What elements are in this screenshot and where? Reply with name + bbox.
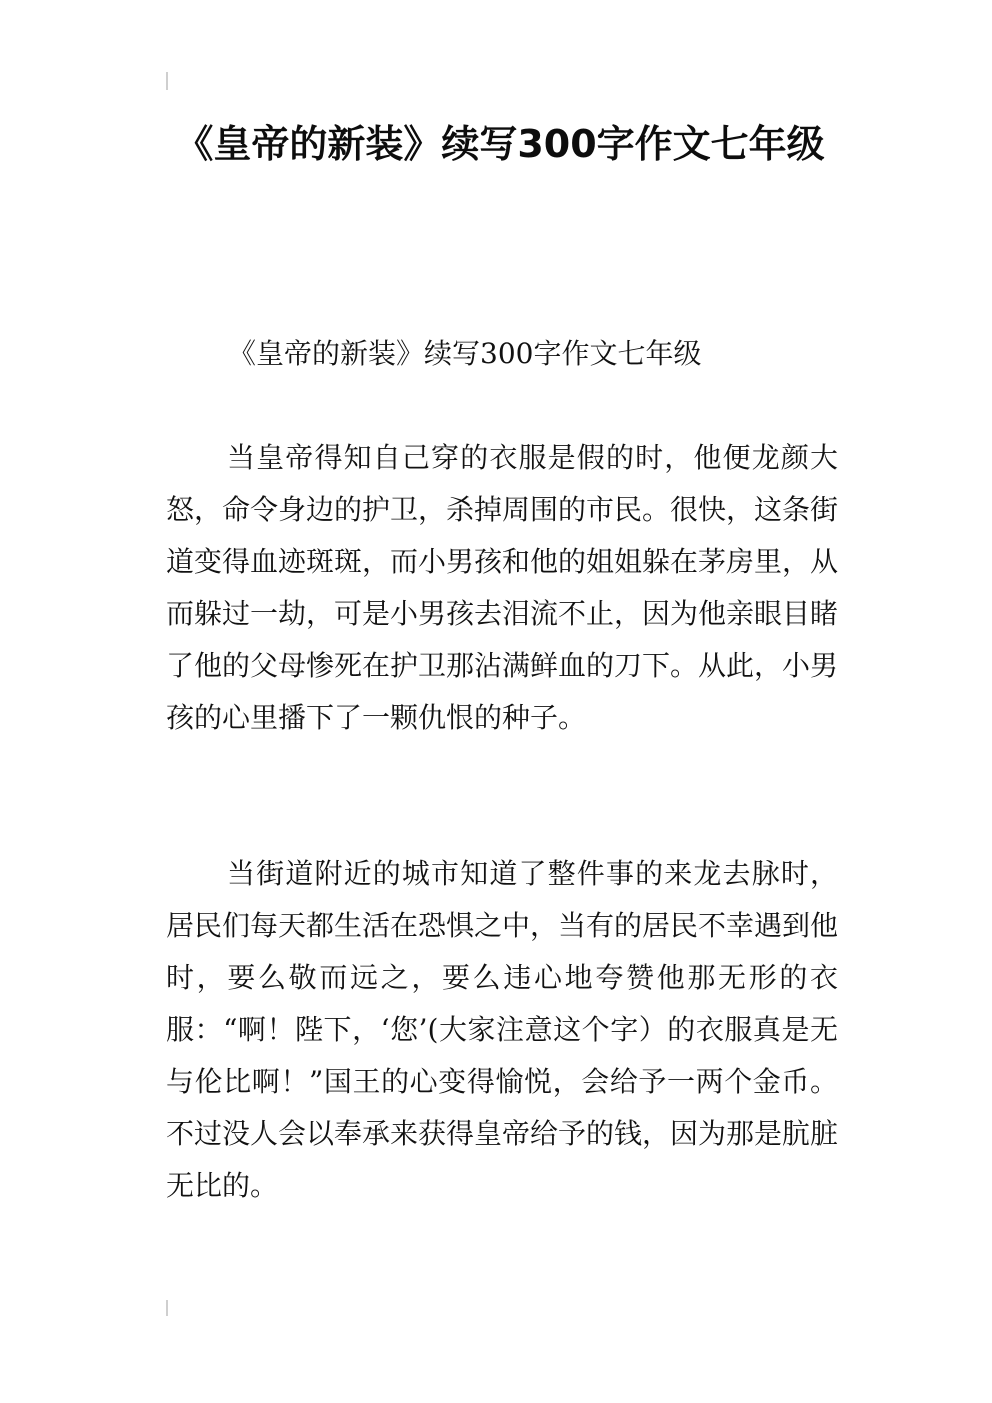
margin-mark-top (166, 72, 168, 90)
document-title: 《皇帝的新装》续写300字作文七年级 (175, 122, 825, 166)
paragraph-2: 当街道附近的城市知道了整件事的来龙去脉时，居民们每天都生活在恐惧之中，当有的居民不幸遇到他时，要么敬而远之，要么违心地夸赞他那无形的衣服：“啊！陛下，‘您’(大家注意这个字）的衣服真是无与伦比啊！”国王的心变得愉悦，会给予一两个金币。不过没人会以奉承来获得皇帝给予的钱，因为那是肮脏无比的。 (166, 857, 839, 1202)
margin-mark-bottom (166, 1300, 168, 1316)
document-subtitle: 《皇帝的新装》续写300字作文七年级 (228, 337, 702, 370)
paragraph-1: 当皇帝得知自己穿的衣服是假的时，他便龙颜大怒，命令身边的护卫，杀掉周围的市民。很快，这条街道变得血迹斑斑，而小男孩和他的姐姐躲在茅房里，从而躲过一劫，可是小男孩去泪流不止，因为他亲眼目睹了他的父母惨死在护卫那沾满鲜血的刀下。从此，小男孩的心里播下了一颗仇恨的种子。 (166, 441, 839, 734)
